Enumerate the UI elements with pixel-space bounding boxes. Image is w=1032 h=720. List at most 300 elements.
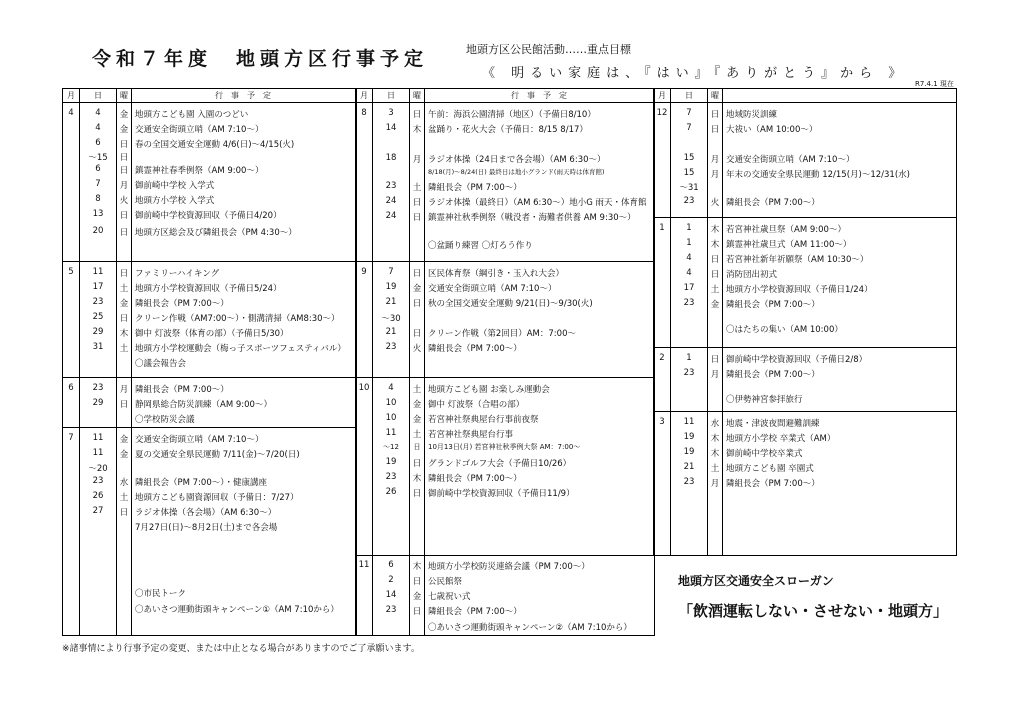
- event-text: 隣組長会（PM 7:00〜）: [726, 300, 820, 310]
- table-row: [356, 106, 654, 121]
- table-row: [63, 431, 356, 446]
- table-row: [356, 121, 654, 136]
- weekday-cell: 土: [412, 430, 422, 440]
- schedule-table-apr-jul: [62, 88, 357, 636]
- table-row: [654, 460, 956, 475]
- day-cell: 17: [92, 282, 104, 292]
- table-row: [63, 340, 356, 355]
- event-text: ファミリーハイキング: [135, 269, 220, 279]
- day-cell: 23: [385, 181, 397, 191]
- event-text: 大祓い（AM 10:00〜）: [726, 125, 818, 135]
- table-row: [63, 446, 356, 461]
- table-row: [356, 280, 654, 295]
- day-cell: 25: [92, 312, 104, 322]
- day-cell: 6: [388, 560, 394, 570]
- day-cell: 10: [385, 398, 397, 408]
- weekday-cell: 日: [119, 508, 129, 518]
- event-text: 隣組長会（PM 7:00〜）: [726, 198, 820, 208]
- weekday-cell: 金: [119, 299, 129, 309]
- event-text: 隣組長会（PM 7:00〜）: [428, 183, 522, 193]
- day-cell: 27: [92, 506, 104, 516]
- event-text: 若宮神社祭典屋台行事前夜祭: [428, 415, 539, 425]
- date-mark: R7.4.1 現在: [915, 80, 954, 88]
- weekday-cell: 金: [412, 415, 422, 425]
- table-row: [356, 194, 654, 209]
- table-row: [63, 601, 356, 616]
- weekday-cell: 日: [710, 110, 720, 120]
- event-text: 御前崎中学校資源回収（予備日11/9）: [428, 489, 575, 499]
- event-text: 8/18(月)〜8/24(日) 最終日は地小グランド(雨天時は体育館): [428, 168, 605, 176]
- table-row: [654, 296, 956, 311]
- weekday-cell: 水: [710, 419, 720, 429]
- month-cell: 9: [361, 267, 367, 277]
- day-cell: 7: [95, 179, 101, 189]
- event-text: 地頭方小学校資源回収（予備日5/24）: [135, 284, 282, 294]
- day-cell: 〜12: [383, 443, 399, 451]
- weekday-cell: 土: [710, 464, 720, 474]
- day-cell: 18: [385, 153, 397, 163]
- day-cell: 〜30: [381, 314, 401, 324]
- footnote: ※諸事情により行事予定の変更、または中止となる場合がありますのでご了承願います。: [62, 644, 420, 654]
- event-text: グランドゴルフ大会（予備日10/26）: [428, 459, 572, 469]
- day-cell: 23: [92, 476, 104, 486]
- table-row: [63, 310, 356, 325]
- goal-text: 《 明るい家庭は、『はい』『ありがとう』から 》: [482, 66, 908, 81]
- table-row: [63, 504, 356, 519]
- table-row: [356, 619, 654, 634]
- weekday-cell: 木: [412, 562, 422, 572]
- event-text: 御前崎中学校 入学式: [135, 181, 215, 191]
- table-row: [356, 310, 654, 325]
- table-row: [356, 411, 654, 426]
- weekday-cell: 土: [412, 183, 422, 193]
- weekday-cell: 日: [412, 459, 422, 469]
- slogan-text: 「飲酒運転しない・させない・地頭方」: [678, 602, 949, 620]
- event-text: クリーン作戦（AM7:00〜）・側溝清掃（AM8:30〜）: [135, 314, 340, 324]
- slogan-label: 地頭方区交通安全スローガン: [678, 574, 834, 588]
- event-text: 鎮霊神社秋季例祭（戦没者・海難者供養 AM 9:30〜）: [428, 213, 636, 223]
- day-cell: 24: [385, 196, 397, 206]
- table-row: [63, 325, 356, 340]
- table-row: [63, 489, 356, 504]
- weekday-cell: 金: [119, 125, 129, 135]
- table-row: [654, 251, 956, 266]
- table-row: [63, 585, 356, 600]
- weekday-cell: 土: [119, 493, 129, 503]
- weekday-cell: 木: [119, 329, 129, 339]
- day-cell: 〜15: [88, 153, 108, 163]
- day-cell: 〜20: [88, 464, 108, 474]
- day-cell: 10: [385, 413, 397, 423]
- table-row: [63, 474, 356, 489]
- weekday-cell: 木: [412, 125, 422, 135]
- weekday-cell: 日: [412, 269, 422, 279]
- day-cell: 23: [683, 477, 695, 487]
- header-day: 日: [685, 91, 693, 100]
- table-row: [63, 411, 356, 426]
- header-events: 行 事 予 定: [511, 91, 567, 100]
- day-cell: 11: [683, 417, 695, 427]
- event-text: ラジオ体操（24日まで各会場）（AM 6:30〜）: [428, 155, 606, 165]
- event-text: 秋の全国交通安全運動 9/21(日)〜9/30(火): [428, 299, 593, 309]
- day-cell: 1: [686, 353, 692, 363]
- weekday-cell: 日: [119, 140, 129, 150]
- table-row: [654, 221, 956, 236]
- table-row: [356, 573, 654, 588]
- weekday-cell: 日: [119, 314, 129, 324]
- weekday-cell: 月: [119, 385, 129, 395]
- weekday-cell: 月: [710, 170, 720, 180]
- day-cell: 14: [385, 123, 397, 133]
- event-text: 鎮霊神社春季例祭（AM 9:00〜）: [135, 166, 264, 176]
- day-cell: 19: [385, 282, 397, 292]
- month-cell: 12: [656, 108, 668, 118]
- event-text: 午前：海浜公園清掃（地区）（予備日8/10）: [428, 110, 596, 120]
- weekday-cell: 日: [119, 269, 129, 279]
- event-text: 御中 灯波祭（体育の部）（予備日5/30）: [135, 329, 289, 339]
- table-row: [654, 151, 956, 166]
- table-row: [654, 236, 956, 251]
- event-text: 地頭方小学校 入学式: [135, 196, 215, 206]
- event-text: 隣組長会（PM 7:00〜）: [428, 344, 522, 354]
- table-row: [654, 194, 956, 209]
- event-text: 〇伊勢神宮参拝旅行: [726, 395, 803, 405]
- day-cell: 15: [683, 168, 695, 178]
- table-row: [63, 396, 356, 411]
- day-cell: 14: [385, 590, 397, 600]
- day-cell: 20: [92, 226, 104, 236]
- table-row: [356, 603, 654, 618]
- event-text: 地頭方小学校資源回収（予備日1/24）: [726, 285, 873, 295]
- weekday-cell: 水: [119, 478, 129, 488]
- day-cell: 13: [92, 209, 104, 219]
- weekday-cell: 月: [119, 181, 129, 191]
- table-row: [654, 121, 956, 136]
- event-text: 地頭方区総会及び隣組長会（PM 4:30〜）: [135, 228, 297, 238]
- event-text: 地頭方こども園 お楽しみ運動会: [428, 385, 550, 395]
- day-cell: 26: [92, 491, 104, 501]
- day-cell: 1: [686, 223, 692, 233]
- event-text: 地頭方こども園 入園のつどい: [135, 110, 249, 120]
- day-cell: 23: [683, 196, 695, 206]
- table-row: [654, 179, 956, 194]
- weekday-cell: 木: [710, 434, 720, 444]
- table-row: [356, 381, 654, 396]
- day-cell: 23: [92, 383, 104, 393]
- table-row: [356, 209, 654, 224]
- day-cell: 23: [92, 297, 104, 307]
- weekday-cell: 日: [710, 270, 720, 280]
- table-row: [63, 265, 356, 280]
- event-text: 七歳祝い式: [428, 592, 471, 602]
- event-text: 御中 灯波祭（合唱の部）: [428, 400, 525, 410]
- day-cell: 4: [686, 253, 692, 263]
- day-cell: 17: [683, 283, 695, 293]
- weekday-cell: 日: [412, 110, 422, 120]
- day-cell: 21: [385, 327, 397, 337]
- weekday-cell: 日: [119, 211, 129, 221]
- day-cell: 23: [385, 605, 397, 615]
- schedule-table-aug-nov: [355, 88, 655, 636]
- event-text: 地域防災訓練: [726, 110, 778, 120]
- day-cell: 11: [385, 428, 397, 438]
- event-text: 御前崎中学校資源回収（予備日2/8）: [726, 355, 868, 365]
- header-month: 月: [67, 91, 75, 100]
- event-text: 隣組長会（PM 7:00〜）: [726, 370, 820, 380]
- header-events: 行 事 予 定: [215, 91, 271, 100]
- event-text: 〇市民トーク: [135, 589, 187, 599]
- month-cell: 8: [361, 108, 367, 118]
- event-text: 7月27日(日)〜8月2日(土)まで各会場: [135, 523, 278, 533]
- event-text: 隣組長会（PM 7:00〜）: [135, 299, 229, 309]
- day-cell: 23: [385, 342, 397, 352]
- header-weekday: 曜: [120, 91, 128, 100]
- event-text: 隣組長会（PM 7:00〜）: [135, 385, 229, 395]
- day-cell: 7: [686, 108, 692, 118]
- day-cell: 21: [683, 462, 695, 472]
- event-text: 交通安全街頭立哨（AM 7:10〜）: [135, 125, 264, 135]
- schedule-table-dec-mar: [653, 88, 957, 556]
- weekday-cell: 土: [119, 344, 129, 354]
- table-row: [654, 351, 956, 366]
- event-text: 鎮霊神社歳旦式（AM 11:00〜）: [726, 240, 852, 250]
- day-cell: 23: [385, 472, 397, 482]
- weekday-cell: 日: [412, 577, 422, 587]
- weekday-cell: 日: [119, 228, 129, 238]
- day-cell: 19: [385, 457, 397, 467]
- weekday-cell: 土: [119, 284, 129, 294]
- weekday-cell: 金: [119, 110, 129, 120]
- table-row: [356, 470, 654, 485]
- day-cell: 6: [95, 164, 101, 174]
- day-cell: 1: [686, 238, 692, 248]
- table-header: [356, 89, 654, 103]
- event-text: 〇議会報告会: [135, 359, 187, 369]
- header-month: 月: [360, 91, 368, 100]
- day-cell: 11: [92, 267, 104, 277]
- weekday-cell: 日: [412, 198, 422, 208]
- table-row: [356, 166, 654, 177]
- day-cell: 3: [388, 108, 394, 118]
- table-row: [654, 415, 956, 430]
- event-text: 地頭方小学校運動会（梅っ子スポーツフェスティバル）: [135, 344, 346, 354]
- header-weekday: 曜: [711, 91, 719, 100]
- event-text: 〇あいさつ運動街頭キャンペーン①（AM 7:10から）: [135, 605, 339, 615]
- event-text: 若宮神社新年祈願祭（AM 10:30〜）: [726, 255, 869, 265]
- table-row: [356, 151, 654, 166]
- table-row: [63, 280, 356, 295]
- weekday-cell: 日: [412, 213, 422, 223]
- day-cell: 19: [683, 432, 695, 442]
- page-title: 令和７年度 地頭方区行事予定: [92, 48, 429, 70]
- event-text: 〇学校防災会議: [135, 415, 195, 425]
- table-row: [356, 440, 654, 455]
- event-text: ラジオ体操（各会場）（AM 6:30〜）: [135, 508, 277, 518]
- event-text: 若宮神社歳旦祭（AM 9:00〜）: [726, 225, 846, 235]
- weekday-cell: 日: [119, 400, 129, 410]
- day-cell: 4: [388, 383, 394, 393]
- header-day: 日: [94, 91, 102, 100]
- day-cell: 4: [95, 108, 101, 118]
- day-cell: 7: [388, 267, 394, 277]
- day-cell: 11: [92, 448, 104, 458]
- event-text: クリーン作戦（第2回目）AM：7:00〜: [428, 329, 576, 339]
- event-text: 地頭方こども園 卒園式: [726, 464, 814, 474]
- weekday-cell: 日: [710, 255, 720, 265]
- weekday-cell: 月: [710, 155, 720, 165]
- event-text: 御前崎中学校資源回収（予備日4/20）: [135, 211, 282, 221]
- weekday-cell: 土: [412, 385, 422, 395]
- day-cell: 26: [385, 487, 397, 497]
- month-cell: 2: [659, 353, 665, 363]
- table-row: [63, 192, 356, 207]
- table-row: [356, 237, 654, 252]
- month-cell: 7: [68, 433, 74, 443]
- weekday-cell: 日: [412, 329, 422, 339]
- table-row: [654, 430, 956, 445]
- event-text: 交通安全街頭立哨（AM 7:10〜）: [428, 284, 557, 294]
- month-cell: 11: [358, 560, 370, 570]
- event-text: 盆踊り・花火大会（予備日：8/15 8/17）: [428, 125, 588, 135]
- table-row: [654, 321, 956, 336]
- table-row: [63, 519, 356, 534]
- table-row: [356, 455, 654, 470]
- table-row: [356, 265, 654, 280]
- weekday-cell: 火: [412, 344, 422, 354]
- weekday-cell: 月: [710, 479, 720, 489]
- table-row: [356, 179, 654, 194]
- month-cell: 1: [659, 223, 665, 233]
- event-text: 10月13日(月) 若宮神社秋季例大祭 AM：7:00〜: [428, 443, 581, 451]
- event-text: 年末の交通安全県民運動 12/15(月)〜12/31(水): [726, 170, 910, 180]
- table-row: [63, 460, 356, 475]
- day-cell: 24: [385, 211, 397, 221]
- event-text: 交通安全街頭立哨（AM 7:10〜）: [135, 435, 264, 445]
- table-row: [63, 106, 356, 121]
- event-text: 隣組長会（PM 7:00〜）: [428, 474, 522, 484]
- weekday-cell: 日: [412, 607, 422, 617]
- month-cell: 5: [68, 267, 74, 277]
- event-text: 隣組長会（PM 7:00〜）: [726, 479, 820, 489]
- table-row: [63, 381, 356, 396]
- header-month: 月: [658, 91, 666, 100]
- event-text: 公民館祭: [428, 577, 463, 587]
- table-row: [654, 475, 956, 490]
- weekday-cell: 木: [710, 449, 720, 459]
- table-row: [356, 558, 654, 573]
- event-text: 地頭方小学校防災連絡会議（PM 7:00〜）: [428, 562, 590, 572]
- weekday-cell: 金: [119, 435, 129, 445]
- weekday-cell: 日: [413, 443, 421, 451]
- weekday-cell: 金: [710, 300, 720, 310]
- weekday-cell: 日: [412, 299, 422, 309]
- table-row: [63, 224, 356, 239]
- day-cell: 4: [686, 268, 692, 278]
- table-row: [63, 295, 356, 310]
- event-text: 〇あいさつ運動街頭キャンペーン②（AM 7:10から）: [428, 623, 632, 633]
- weekday-cell: 月: [710, 370, 720, 380]
- table-row: [654, 266, 956, 281]
- day-cell: 23: [683, 368, 695, 378]
- table-header: [654, 89, 956, 103]
- day-cell: 〜31: [679, 183, 699, 193]
- weekday-cell: 日: [710, 125, 720, 135]
- table-row: [654, 366, 956, 381]
- weekday-cell: 木: [710, 240, 720, 250]
- weekday-cell: 火: [119, 196, 129, 206]
- event-text: 静岡県総合防災訓練（AM 9:00〜）: [135, 400, 272, 410]
- event-text: 地頭方小学校 卒業式（AM）: [726, 434, 836, 444]
- table-header: [63, 89, 356, 103]
- event-text: 〇はたちの集い（AM 10:00）: [726, 325, 843, 335]
- table-row: [356, 588, 654, 603]
- table-row: [63, 355, 356, 370]
- table-row: [356, 396, 654, 411]
- weekday-cell: 日: [119, 153, 129, 163]
- event-text: 隣組長会（PM 7:00〜）: [428, 607, 522, 617]
- header-weekday: 曜: [413, 91, 421, 100]
- event-text: ラジオ体操（最終日）（AM 6:30〜）地小G 雨天・体育館: [428, 198, 647, 208]
- day-cell: 2: [388, 575, 394, 585]
- month-cell: 4: [68, 108, 74, 118]
- day-cell: 7: [686, 123, 692, 133]
- month-cell: 10: [358, 383, 370, 393]
- event-text: 隣組長会（PM 7:00〜）・健康講座: [135, 478, 268, 488]
- weekday-cell: 日: [710, 355, 720, 365]
- event-text: 交通安全街頭立哨（AM 7:10〜）: [726, 155, 855, 165]
- table-row: [356, 295, 654, 310]
- weekday-cell: 月: [412, 155, 422, 165]
- day-cell: 31: [92, 342, 104, 352]
- event-text: 区民体育祭（綱引き・玉入れ大会）: [428, 269, 565, 279]
- event-text: 夏の交通安全県民運動 7/11(金)〜7/20(日): [135, 450, 300, 460]
- event-text: 〇盆踊り練習 〇灯ろう作り: [428, 241, 533, 251]
- weekday-cell: 日: [119, 166, 129, 176]
- month-cell: 6: [68, 383, 74, 393]
- event-text: 若宮神社祭典屋台行事: [428, 430, 514, 440]
- weekday-cell: 金: [412, 592, 422, 602]
- table-row: [356, 426, 654, 441]
- month-cell: 3: [659, 417, 665, 427]
- day-cell: 21: [385, 297, 397, 307]
- day-cell: 29: [92, 327, 104, 337]
- weekday-cell: 金: [412, 400, 422, 410]
- day-cell: 29: [92, 398, 104, 408]
- table-row: [654, 391, 956, 406]
- table-row: [356, 485, 654, 500]
- table-row: [356, 340, 654, 355]
- goal-label: 地頭方区公民館活動……重点目標: [466, 43, 631, 56]
- day-cell: 11: [92, 433, 104, 443]
- event-text: 地震・津波夜間避難訓練: [726, 419, 820, 429]
- table-row: [63, 207, 356, 222]
- table-row: [356, 325, 654, 340]
- day-cell: 8: [95, 194, 101, 204]
- weekday-cell: 日: [412, 489, 422, 499]
- weekday-cell: 火: [710, 198, 720, 208]
- event-text: 春の全国交通安全運動 4/6(日)〜4/15(火): [135, 140, 295, 150]
- day-cell: 4: [95, 123, 101, 133]
- event-text: 消防団出初式: [726, 270, 778, 280]
- day-cell: 15: [683, 153, 695, 163]
- weekday-cell: 土: [710, 285, 720, 295]
- table-row: [63, 177, 356, 192]
- weekday-cell: 木: [412, 474, 422, 484]
- weekday-cell: 金: [412, 284, 422, 294]
- weekday-cell: 木: [710, 225, 720, 235]
- table-row: [654, 445, 956, 460]
- event-text: 地頭方こども園資源回収（予備日：7/27）: [135, 493, 299, 503]
